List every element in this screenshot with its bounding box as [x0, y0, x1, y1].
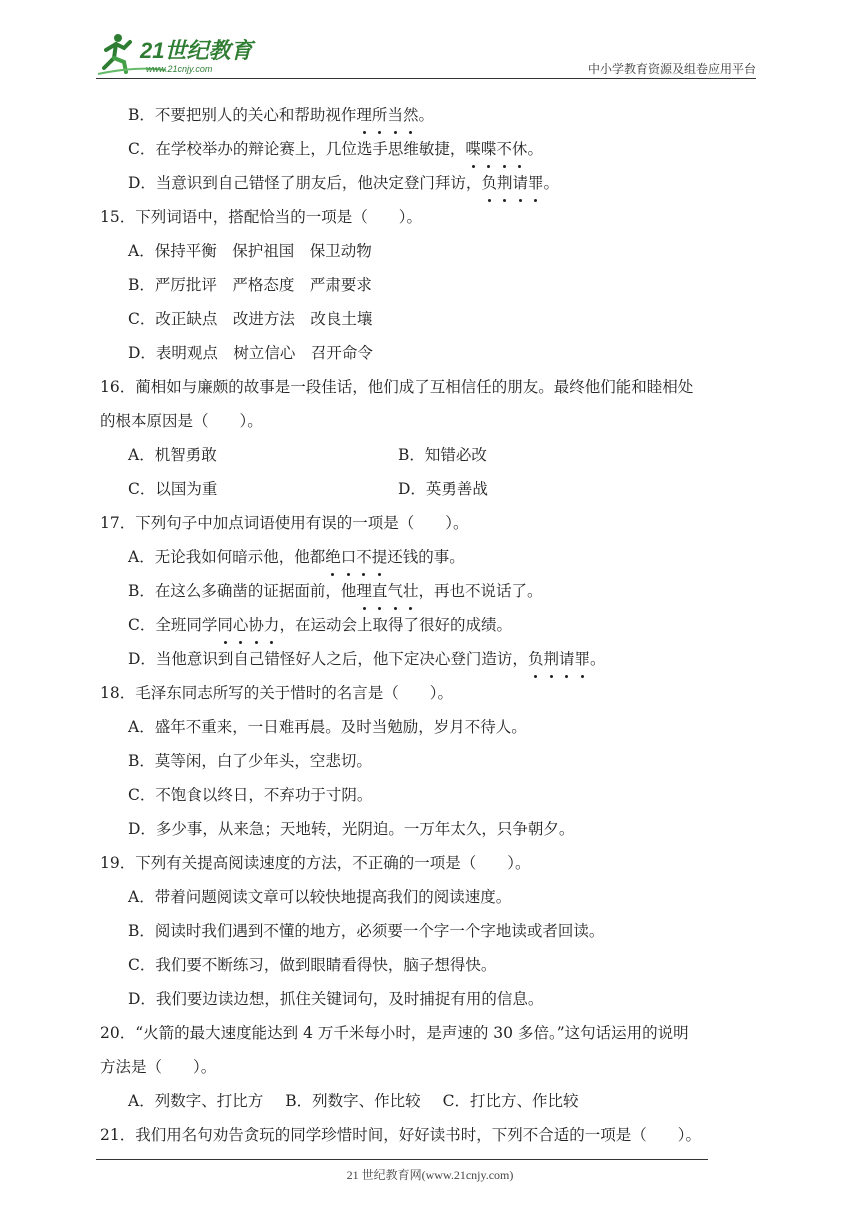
text-segment: 20．“火箭的最大速度能达到 4 万千米每小时，是声速的 30 多倍。”这句话运用的说明	[100, 1024, 689, 1042]
answer-option	[100, 812, 760, 846]
text-segment: D．当意识到自己错怪了朋友后，他决定登门拜访，	[128, 174, 482, 192]
answer-option	[100, 302, 760, 336]
question-stem	[100, 846, 760, 880]
text-segment: 18．毛泽东同志所写的关于惜时的名言是（ ）。	[100, 684, 453, 702]
text-segment: A．无论我如何暗示他，他都	[128, 548, 326, 566]
answer-option	[100, 166, 760, 200]
answer-option	[100, 336, 760, 370]
answer-option	[100, 948, 760, 982]
answer-option	[100, 438, 760, 472]
question-stem	[100, 370, 760, 404]
text-segment: 。	[527, 140, 543, 158]
text-segment: C．在学校举办的辩论赛上，几位选手思维敏捷，	[128, 140, 466, 158]
answer-option	[100, 778, 760, 812]
page-header	[0, 0, 860, 82]
answer-option	[100, 642, 760, 676]
text-segment: ，再也不说话了。	[418, 582, 543, 600]
footer-divider	[96, 1159, 708, 1160]
answer-option	[100, 744, 760, 778]
answer-option	[100, 472, 760, 506]
text-segment: C．改正缺点 改进方法 改良土壤	[128, 310, 373, 328]
text-segment: A．盛年不重来，一日难再晨。及时当勉励，岁月不待人。	[128, 718, 527, 736]
text-segment: B．莫等闲，白了少年头，空悲切。	[128, 752, 372, 770]
text-segment: 的根本原因是（ ）。	[100, 412, 263, 430]
text-segment: B．不要把别人的关心和帮助视作	[128, 106, 357, 124]
text-segment: D．我们要边读边想，抓住关键词句，及时捕捉有用的信息。	[128, 990, 544, 1008]
logo-text: 21世纪教育	[140, 38, 253, 63]
question-stem	[100, 676, 760, 710]
site-logo[interactable]	[96, 30, 266, 78]
answer-option-inline: C．打比方、作比较	[442, 1092, 579, 1110]
text-segment: 。	[590, 650, 606, 668]
answer-option	[100, 914, 760, 948]
text-segment: 15．下列词语中，搭配恰当的一项是（ ）。	[100, 208, 422, 226]
text-segment: 还钱的事。	[387, 548, 465, 566]
dotted-term: 负荆请罪	[481, 174, 543, 192]
question-content	[100, 98, 760, 1152]
text-segment: 方法是（ ）。	[100, 1058, 217, 1076]
dotted-term: 负荆请罪	[528, 650, 590, 668]
question-stem	[100, 1016, 760, 1050]
question-stem-continued	[100, 404, 760, 438]
text-segment: B．阅读时我们遇到不懂的地方，必须要一个字一个字地读或者回读。	[128, 922, 605, 940]
dotted-term: 理直气壮	[356, 582, 418, 600]
text-segment: D．当他意识到自己错怪好人之后，他下定决心登门造访，	[128, 650, 528, 668]
answer-option	[100, 608, 760, 642]
question-stem	[100, 200, 760, 234]
text-segment: A．带着问题阅读文章可以较快地提高我们的阅读速度。	[128, 888, 512, 906]
text-segment: 17．下列句子中加点词语使用有误的一项是（ ）。	[100, 514, 469, 532]
platform-name: 中小学教育资源及组卷应用平台	[587, 62, 756, 76]
text-segment: A．保持平衡 保护祖国 保卫动物	[128, 242, 372, 260]
answer-option	[100, 574, 760, 608]
footer-text[interactable]: 21 世纪教育网(www.21cnjy.com)	[346, 1168, 514, 1182]
text-segment: C．不饱食以终日，不弃功于寸阴。	[128, 786, 373, 804]
answer-option	[100, 982, 760, 1016]
answer-option	[100, 1084, 760, 1118]
dotted-term: 绝口不提	[325, 548, 387, 566]
logo-url: www.21cnjy.com	[146, 64, 213, 74]
question-stem-continued	[100, 1050, 760, 1084]
runner-logo-icon	[96, 30, 266, 78]
text-segment: 16．蔺相如与廉颇的故事是一段佳话，他们成了互相信任的朋友。最终他们能和睦相处	[100, 378, 694, 396]
dotted-term: 喋喋不休	[465, 140, 527, 158]
text-segment: D．表明观点 树立信心 召开命令	[128, 344, 373, 362]
question-stem	[100, 506, 760, 540]
text-segment: C．全班同学	[128, 616, 218, 634]
text-segment: 19．下列有关提高阅读速度的方法，不正确的一项是（ ）。	[100, 854, 531, 872]
text-segment: 。	[543, 174, 560, 192]
text-segment: 21．我们用名句劝告贪玩的同学珍惜时间，好好读书时，下列不合适的一项是（ ）。	[100, 1126, 701, 1144]
answer-option	[100, 540, 760, 574]
dotted-term: 同心协力	[217, 616, 279, 634]
answer-option	[100, 268, 760, 302]
answer-option	[100, 710, 760, 744]
answer-option-cell: B．知错必改	[398, 446, 487, 464]
text-segment: D．多少事，从来急；天地转，光阴迫。一万年太久，只争朝夕。	[128, 820, 575, 838]
text-segment: ，在运动会上取得了很好的成绩。	[279, 616, 512, 634]
answer-option	[100, 132, 760, 166]
dotted-term: 理所当然	[356, 106, 418, 124]
answer-option	[100, 880, 760, 914]
answer-option-cell: A．机智勇敢	[128, 446, 217, 464]
text-segment: B．在这么多确凿的证据面前，他	[128, 582, 357, 600]
text-segment: C．我们要不断练习，做到眼睛看得快，脑子想得快。	[128, 956, 497, 974]
answer-option-inline: A．列数字、打比方	[128, 1092, 264, 1110]
answer-option	[100, 234, 760, 268]
answer-option-inline: B．列数字、作比较	[285, 1092, 421, 1110]
text-segment: B．严厉批评 严格态度 严肃要求	[128, 276, 372, 294]
header-divider	[96, 78, 756, 79]
answer-option	[100, 98, 760, 132]
text-segment: 。	[418, 106, 434, 124]
answer-option-cell: D．英勇善战	[398, 480, 488, 498]
question-stem	[100, 1118, 760, 1152]
answer-option-cell: C．以国为重	[128, 480, 218, 498]
